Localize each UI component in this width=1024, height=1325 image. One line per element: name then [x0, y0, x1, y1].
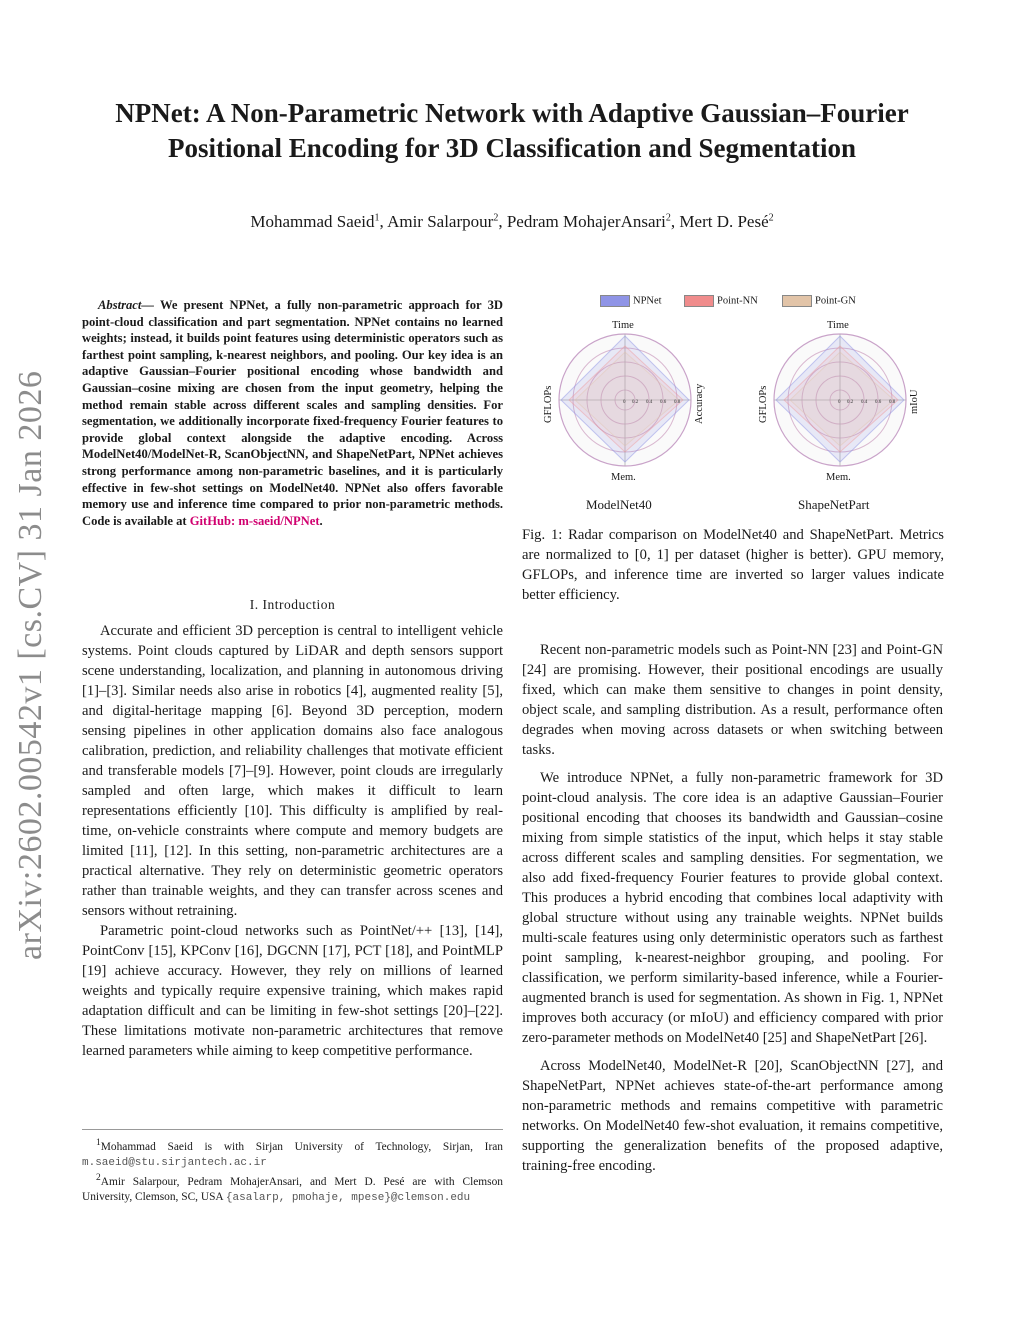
footnote-2-emails: {asalarp, pmohaje, mpese}@clemson.edu — [225, 1191, 471, 1204]
footnote-2: Amir Salarpour, Pedram MohajerAnsari, and Mert D. Pesé are with Clemson University, Clemson, SC, USA — [82, 1175, 503, 1203]
legend-swatch — [600, 295, 630, 307]
abstract-text: We present NPNet, a fully non-parametric approach for 3D point-cloud classification and part segmentation. NPNet contains no learned weights; instead, it builds point features using deterministic operators such as farthest point sampling, k-nearest neighbors, and pooling. Our key idea is an adaptive Gaussian–Fourier positional encoding whose bandwidth and Gaussian–cosine mixing are chosen from the input geometry, helping the method remain stable across different scales and sampling densities. For segmentation, we additionally incorporate fixed-frequency Fourier features to provide global context alongside the adaptive encoding. Across ModelNet40/ModelNet-R, ScanObjectNN, and ShapeNetPart, NPNet achieves strong performance among non-parametric baselines, and it is particularly effective in few-shot settings on ModelNet40. NPNet also offers favorable memory use and inference time compared to prior non-parametric methods. Code is available at — [82, 298, 503, 528]
legend-pointgn — [782, 295, 856, 307]
author-affiliation: 2 — [493, 212, 499, 224]
author-list: Mohammad Saeid$^1$, Amir Salarpour$^2$, Pedram MohajerAnsari$^2$, Mert D. Pesé$^2$ — [250, 212, 774, 231]
tick-label: 0 — [838, 400, 841, 405]
radar-shapenetpart — [770, 330, 910, 470]
author-name: Mohammad Saeid — [250, 212, 375, 231]
author-name: Pedram MohajerAnsari — [506, 212, 666, 231]
tick-label: 0 — [623, 400, 626, 405]
tick-label: 0.4 — [646, 400, 653, 405]
radar-title-shapenetpart: ShapeNetPart — [798, 497, 870, 512]
tick-label: 0.8 — [889, 400, 896, 405]
axis-label-miou: mIoU — [909, 389, 920, 414]
github-link[interactable]: GitHub: m-saeid/NPNet — [189, 513, 320, 528]
abstract-end: . — [319, 513, 323, 528]
legend-label: Point-GN — [815, 295, 856, 307]
legend-swatch — [684, 295, 714, 307]
footnote-rule — [82, 1129, 503, 1130]
axis-label-mem: Mem. — [611, 472, 636, 483]
right-column — [522, 640, 943, 1176]
legend-label: NPNet — [633, 295, 662, 307]
axis-label-mem: Mem. — [826, 472, 851, 483]
radar-modelnet40 — [555, 330, 695, 470]
author-name: Mert D. Pesé — [679, 212, 769, 231]
footnotes: $^1$Mohammad Saeid is with Sirjan University of Technology, Sirjan, Iran m.saeid@stu.sirjantech.ac.ir $^2$Amir Salarpour, Pedram MohajerAnsari, and Mert D. Pesé are with Clemson University, Clemson, SC, USA {asalarp, pmohaje, mpese}@clemson.edu — [82, 1138, 503, 1204]
figure-caption — [522, 525, 944, 605]
abstract-label: Abstract— — [98, 298, 154, 312]
footnote-1: Mohammad Saeid is with Sirjan University of Technology, Sirjan, Iran — [100, 1140, 503, 1153]
author-affiliation: 2 — [768, 212, 774, 224]
abstract — [82, 297, 503, 529]
caption-text: Radar comparison on ModelNet40 and ShapeNetPart. Metrics are normalized to [0, 1] per dataset (higher is better). GPU memory, GFLOPs, and inference time are inverted so larger values indicate better efficiency. — [522, 527, 944, 603]
section-heading: I. Introduction — [249, 597, 336, 612]
author-affiliation: 1 — [374, 212, 380, 224]
axis-label-time: Time — [827, 320, 849, 331]
tick-label: 0.8 — [674, 400, 681, 405]
legend-pointnn — [684, 295, 758, 307]
legend-swatch — [782, 295, 812, 307]
tick-label: 0.4 — [861, 400, 868, 405]
axis-label-gflops: GFLOPs — [758, 385, 769, 423]
paragraph: Parametric point-cloud networks such as PointNet/++ [13], [14], PointConv [15], KPConv [16], DGCNN [17], PCT [18], and PointMLP [19] achieve accuracy. However, they rely on millions of learned weights and typically require expensive training, which makes rapid adaptation difficult and can be limiting in few-shot settings [20]–[22]. These limitations motivate non-parametric architectures that remove learned parameters while aiming to keep competitive performance. — [82, 923, 503, 1059]
tick-label: 0.2 — [847, 400, 854, 405]
paper-title — [60, 96, 964, 166]
author-name: Amir Salarpour — [387, 212, 494, 231]
legend-npnet — [600, 295, 662, 307]
legend-label: Point-NN — [717, 295, 758, 307]
paragraph: Across ModelNet40, ModelNet-R [20], ScanObjectNN [27], and ShapeNetPart, NPNet achieves state-of-the-art performance among non-parametric methods and remains competitive with parametric networks. On ModelNet40 few-shot evaluation, it remains competitive, supporting the generalization benefits of the proposed adaptive, training-free encoding. — [522, 1058, 943, 1174]
title-line-2: Positional Encoding for 3D Classification and Segmentation — [167, 133, 857, 163]
arxiv-stamp: arXiv:2602.00542v1 [cs.CV] 31 Jan 2026 — [12, 370, 49, 960]
paragraph: Accurate and efficient 3D perception is central to intelligent vehicle systems. Point clouds captured by LiDAR and depth sensors support scene understanding, localization, and planning in autonomous driving [1]–[3]. Similar needs also arise in robotics [4], augmented reality [5], and digital-heritage mapping [6]. Beyond 3D perception, modern sensing pipelines in other application domains also face analogous calibration, prediction, and reliability challenges that motivate efficient and transferable models [7]–[9]. However, point clouds are irregularly sampled and often large, which makes it difficult to learn representations efficiently [10]. This difficulty is amplified by real-time, on-vehicle constraints where compute and memory budgets are limited [11], [12]. In this setting, non-parametric architectures are a practical alternative. They rely on deterministic geometric operators rather than trainable weights, and they can transfer across scenes and sensors without retraining. — [82, 623, 503, 919]
tick-label: 0.6 — [660, 400, 667, 405]
tick-label: 0.6 — [875, 400, 882, 405]
left-column — [82, 621, 503, 1061]
tick-label: 0.2 — [632, 400, 639, 405]
axis-label-gflops: GFLOPs — [543, 385, 554, 423]
author-affiliation: 2 — [665, 212, 671, 224]
radar-title-modelnet40: ModelNet40 — [586, 497, 652, 512]
title-line-1: NPNet: A Non-Parametric Network with Adaptive Gaussian–Fourier — [115, 98, 909, 128]
footnote-1-email: m.saeid@stu.sirjantech.ac.ir — [82, 1156, 267, 1169]
paragraph: Recent non-parametric models such as Point-NN [23] and Point-GN [24] are promising. However, their positional encodings are usually fixed, which can make them sensitive to changes in point density, object scale, and sampling distribution. As a result, performance often degrades when moving across datasets or when switching between tasks. — [522, 642, 943, 758]
caption-label: Fig. 1: — [522, 527, 563, 543]
paragraph: We introduce NPNet, a fully non-parametric framework for 3D point-cloud analysis. The core idea is an adaptive Gaussian–Fourier positional encoding that chooses its bandwidth and Gaussian–cosine mixing from simple statistics of the input, which helps it stay stable across different scales and sampling densities. For segmentation, we also add fixed-frequency Fourier features to provide global context. This produces a hybrid encoding that combines local adaptivity with global structure without using any trainable weights. NPNet builds multi-scale features using only deterministic operators such as farthest point sampling, k-nearest-neighbor grouping, and pooling. For classification, we perform similarity-based inference, while a Fourier-augmented branch is used for segmentation. As shown in Fig. 1, NPNet improves both accuracy (or mIoU) and efficiency compared with prior zero-parameter methods on ModelNet40 [25] and ShapeNetPart [26]. — [522, 770, 943, 1046]
axis-label-accuracy: Accuracy — [694, 383, 705, 424]
axis-label-time: Time — [612, 320, 634, 331]
